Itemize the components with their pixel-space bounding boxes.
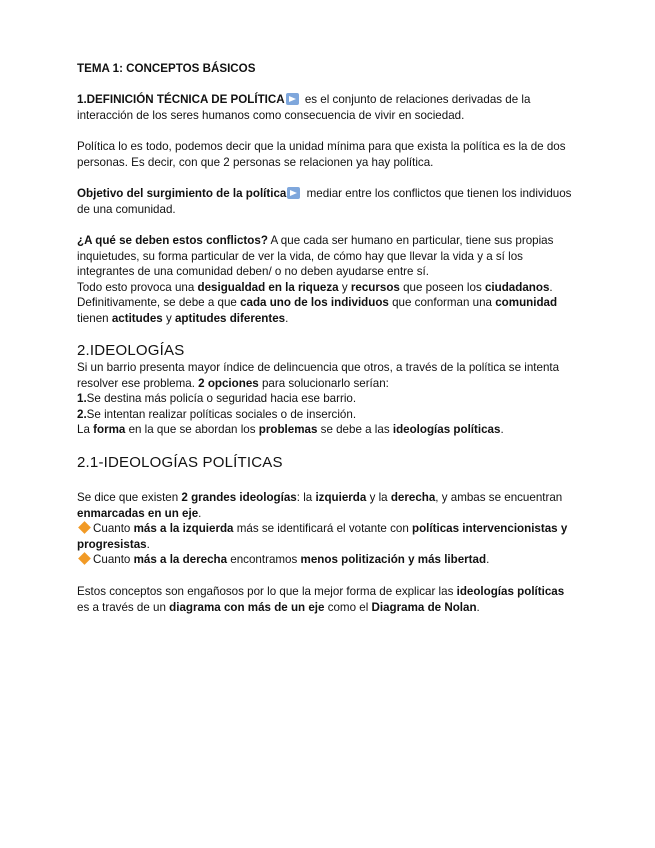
orange-diamond-icon [78, 521, 91, 534]
paragraph-conflicts: ¿A qué se deben estos conflictos? A que cada ser humano en particular, tiene sus propias inquietudes, su forma particular de ver la vida, de cómo hay que llevar la vida y a sí los integrantes de una comunidad deben/ o no deben ayudarse entre sí. [77, 234, 554, 278]
paragraph-barrio: Si un barrio presenta mayor índice de delincuencia que otros, a través de la política se intenta resolver ese problema. 2 opciones para solucionarlo serían: [77, 361, 560, 390]
document-title: TEMA 1: CONCEPTOS BÁSICOS [77, 62, 256, 75]
section-ideologias [77, 360, 577, 438]
heading-ideologias-politicas: 2.1-IDEOLOGÍAS POLÍTICAS [77, 454, 283, 471]
list-item-izquierda: Cuanto más a la izquierda más se identificará el votante con políticas intervencionistas y progresistas. [77, 522, 568, 551]
list-item-option-1: 1.Se destina más policía o seguridad hacia ese barrio. [77, 392, 357, 405]
paragraph-definition: 1.DEFINICIÓN TÉCNICA DE POLÍTICA es el conjunto de relaciones derivadas de la interacción de los seres humanos como consecuencia de vivir en sociedad. [77, 93, 531, 122]
list-item-option-2: 2.Se intentan realizar políticas sociales o de inserción. [77, 407, 357, 421]
right-arrow-icon [287, 187, 300, 199]
section-ideologias-politicas [77, 490, 577, 568]
heading-ideologias: 2.IDEOLOGÍAS [77, 342, 185, 359]
list-item-derecha: Cuanto más a la derecha encontramos menos politización y más libertad. [77, 552, 577, 568]
section-conflicts [77, 233, 577, 326]
paragraph-inequality: Todo esto provoca una desigualdad en la riqueza y recursos que poseen los ciudadanos. Definitivamente, se debe a que cada uno de los individuos que conforman una comunidad tienen actitudes y aptitudes diferentes. [77, 280, 558, 325]
paragraph-objective: Objetivo del surgimiento de la política mediar entre los conflictos que tienen los individuos de una comunidad. [77, 187, 572, 216]
paragraph-politics-everything: Política lo es todo, podemos decir que la unidad mínima para que exista la política es la de dos personas. Es decir, con que 2 personas se relacionen ya hay política. [77, 140, 566, 169]
orange-diamond-icon [78, 552, 91, 565]
definition-heading: 1.DEFINICIÓN TÉCNICA DE POLÍTICA [77, 93, 285, 106]
right-arrow-icon [286, 93, 299, 105]
paragraph-two-ideologies: Se dice que existen 2 grandes ideologías: la izquierda y la derecha, y ambas se encuentran enmarcadas en un eje. [77, 491, 563, 520]
paragraph-nolan: Estos conceptos son engañosos por lo que la mejor forma de explicar las ideologías políticas es a través de un diagrama con más de un eje como el Diagrama de Nolan. [77, 585, 565, 614]
paragraph-forma: La forma en la que se abordan los problemas se debe a las ideologías políticas. [77, 423, 504, 436]
